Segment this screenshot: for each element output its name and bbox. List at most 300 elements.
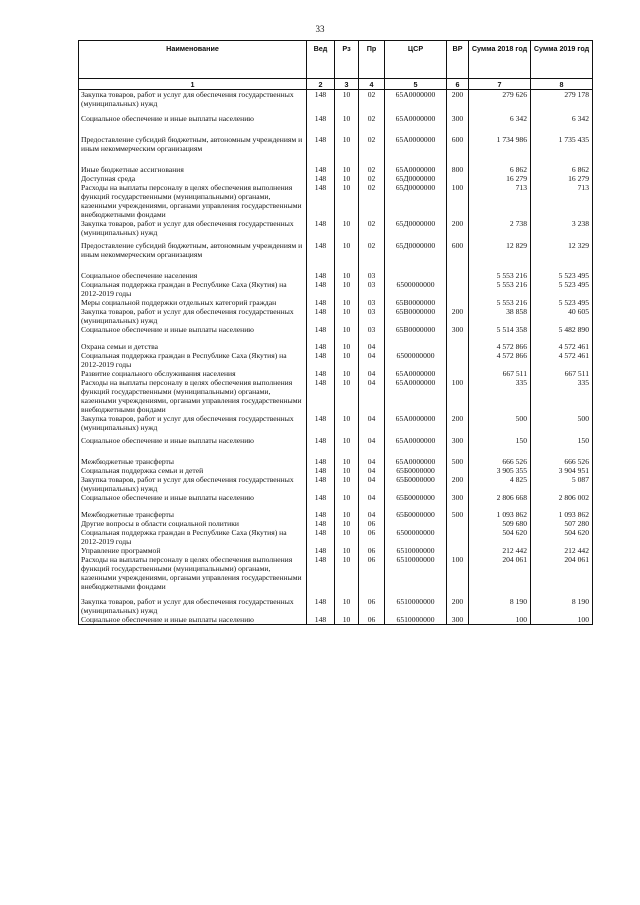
row-name: Социальное обеспечение и иные выплаты населению [79, 615, 307, 625]
spacer-cell [469, 123, 531, 135]
row-sum-2018: 150 [469, 436, 531, 445]
row-pr: 04 [359, 342, 385, 351]
table-row [79, 183, 593, 219]
row-sum-2019: 12 329 [531, 241, 593, 259]
row-name: Закупка товаров, работ и услуг для обеспечения государственных (муниципальных) нужд [79, 414, 307, 432]
row-ved: 148 [307, 219, 335, 237]
row-pr: 02 [359, 165, 385, 174]
table-row [79, 342, 593, 351]
table-row [79, 615, 593, 625]
row-ved: 148 [307, 493, 335, 502]
column-number-row [79, 79, 593, 90]
row-vr: 600 [447, 135, 469, 153]
row-pr: 02 [359, 174, 385, 183]
row-vr: 200 [447, 475, 469, 493]
row-sum-2019: 4 572 461 [531, 342, 593, 351]
row-csr [385, 342, 447, 351]
row-rz: 10 [335, 351, 359, 369]
row-name: Закупка товаров, работ и услуг для обеспечения государственных (муниципальных) нужд [79, 219, 307, 237]
row-sum-2019: 100 [531, 615, 593, 625]
row-pr: 03 [359, 280, 385, 298]
spacer-cell [79, 334, 307, 342]
row-sum-2018: 504 620 [469, 528, 531, 546]
table-row [79, 90, 593, 109]
row-rz: 10 [335, 528, 359, 546]
header-sum-2018: Сумма 2018 год [469, 41, 531, 79]
row-sum-2019: 6 342 [531, 114, 593, 123]
row-ved: 148 [307, 298, 335, 307]
row-vr: 800 [447, 165, 469, 174]
row-sum-2019: 4 572 461 [531, 351, 593, 369]
row-sum-2018: 2 738 [469, 219, 531, 237]
row-ved: 148 [307, 457, 335, 466]
row-name: Социальная поддержка граждан в Республике Саха (Якутия) на 2012-2019 годы [79, 280, 307, 298]
row-ved: 148 [307, 271, 335, 280]
row-name: Предоставление субсидий бюджетным, автономным учреждениям и иным некоммерческим организациям [79, 241, 307, 259]
row-ved: 148 [307, 325, 335, 334]
row-vr: 300 [447, 114, 469, 123]
row-csr: 65А0000000 [385, 135, 447, 153]
row-sum-2018: 667 511 [469, 369, 531, 378]
table-row [79, 165, 593, 174]
row-vr: 600 [447, 241, 469, 259]
spacer-cell [307, 502, 335, 510]
table-row [79, 174, 593, 183]
table-row [79, 351, 593, 369]
row-csr: 6500000000 [385, 280, 447, 298]
row-sum-2018: 500 [469, 414, 531, 432]
row-pr: 02 [359, 114, 385, 123]
row-sum-2019: 504 620 [531, 528, 593, 546]
row-rz: 10 [335, 165, 359, 174]
row-vr: 100 [447, 378, 469, 414]
spacer-cell [385, 445, 447, 457]
spacer-cell [385, 334, 447, 342]
row-sum-2018: 1 734 986 [469, 135, 531, 153]
row-sum-2018: 5 514 358 [469, 325, 531, 334]
row-vr [447, 519, 469, 528]
row-ved: 148 [307, 510, 335, 519]
spacer-cell [469, 445, 531, 457]
row-csr: 65Б0000000 [385, 493, 447, 502]
row-sum-2018: 3 905 355 [469, 466, 531, 475]
row-ved: 148 [307, 378, 335, 414]
row-sum-2019: 6 862 [531, 165, 593, 174]
row-pr: 03 [359, 271, 385, 280]
row-csr: 65Б0000000 [385, 466, 447, 475]
row-vr: 500 [447, 457, 469, 466]
spacer-cell [335, 123, 359, 135]
row-rz: 10 [335, 414, 359, 432]
row-sum-2019: 1 735 435 [531, 135, 593, 153]
row-csr: 6510000000 [385, 615, 447, 625]
row-sum-2018: 5 553 216 [469, 280, 531, 298]
spacer-cell [307, 123, 335, 135]
row-csr: 65А0000000 [385, 165, 447, 174]
spacer-cell [335, 502, 359, 510]
row-name: Предоставление субсидий бюджетным, автономным учреждениям и иным некоммерческим организациям [79, 135, 307, 153]
row-rz: 10 [335, 436, 359, 445]
row-sum-2019: 500 [531, 414, 593, 432]
row-sum-2018: 38 858 [469, 307, 531, 325]
table-row [79, 241, 593, 259]
row-sum-2018: 5 553 216 [469, 271, 531, 280]
row-pr: 04 [359, 493, 385, 502]
row-ved: 148 [307, 114, 335, 123]
row-sum-2019: 16 279 [531, 174, 593, 183]
page-number: 33 [315, 24, 325, 34]
row-sum-2019: 666 526 [531, 457, 593, 466]
row-rz: 10 [335, 369, 359, 378]
row-sum-2019: 507 280 [531, 519, 593, 528]
table-row [79, 457, 593, 466]
row-name: Закупка товаров, работ и услуг для обеспечения государственных (муниципальных) нужд [79, 90, 307, 109]
spacer-cell [385, 502, 447, 510]
row-ved: 148 [307, 615, 335, 625]
row-vr [447, 271, 469, 280]
header-vr: ВР [447, 41, 469, 79]
row-sum-2019: 279 178 [531, 90, 593, 109]
row-pr: 02 [359, 219, 385, 237]
row-sum-2019: 40 605 [531, 307, 593, 325]
row-sum-2018: 6 342 [469, 114, 531, 123]
budget-table [78, 40, 593, 625]
row-rz: 10 [335, 90, 359, 109]
row-csr: 65В0000000 [385, 307, 447, 325]
table-row [79, 528, 593, 546]
row-name: Другие вопросы в области социальной политики [79, 519, 307, 528]
row-vr [447, 342, 469, 351]
row-ved: 148 [307, 555, 335, 591]
row-spacer [79, 445, 593, 457]
row-csr: 65А0000000 [385, 436, 447, 445]
column-number: 3 [335, 79, 359, 90]
row-vr [447, 174, 469, 183]
row-name: Социальная поддержка граждан в Республике Саха (Якутия) на 2012-2019 годы [79, 351, 307, 369]
table-row [79, 597, 593, 615]
row-sum-2018: 1 093 862 [469, 510, 531, 519]
row-pr: 04 [359, 369, 385, 378]
spacer-cell [359, 334, 385, 342]
row-ved: 148 [307, 174, 335, 183]
row-name: Меры социальной поддержки отдельных категорий граждан [79, 298, 307, 307]
row-name: Управление программой [79, 546, 307, 555]
row-sum-2019: 5 523 495 [531, 271, 593, 280]
spacer-cell [307, 259, 335, 271]
row-ved: 148 [307, 546, 335, 555]
row-name: Расходы на выплаты персоналу в целях обеспечения выполнения функций государственными (муниципальными) органами, казенными учреждениями, органами управления государственными внебюджетными фондами [79, 183, 307, 219]
row-rz: 10 [335, 378, 359, 414]
column-number: 6 [447, 79, 469, 90]
row-csr: 65Д0000000 [385, 174, 447, 183]
row-sum-2019: 5 523 495 [531, 298, 593, 307]
row-sum-2019: 5 482 890 [531, 325, 593, 334]
header-csr: ЦСР [385, 41, 447, 79]
row-pr: 06 [359, 555, 385, 591]
row-name: Социальное обеспечение и иные выплаты населению [79, 325, 307, 334]
spacer-cell [335, 445, 359, 457]
spacer-cell [447, 445, 469, 457]
spacer-cell [385, 153, 447, 165]
row-name: Закупка товаров, работ и услуг для обеспечения государственных (муниципальных) нужд [79, 597, 307, 615]
row-ved: 148 [307, 351, 335, 369]
row-csr: 6500000000 [385, 528, 447, 546]
row-pr: 03 [359, 298, 385, 307]
row-ved: 148 [307, 241, 335, 259]
row-sum-2019: 3 238 [531, 219, 593, 237]
row-vr: 300 [447, 493, 469, 502]
row-csr: 6510000000 [385, 555, 447, 591]
row-ved: 148 [307, 519, 335, 528]
row-sum-2019: 204 061 [531, 555, 593, 591]
table-row [79, 493, 593, 502]
spacer-cell [335, 153, 359, 165]
row-csr: 6510000000 [385, 597, 447, 615]
table-row [79, 519, 593, 528]
table-row [79, 436, 593, 445]
row-pr: 02 [359, 183, 385, 219]
row-rz: 10 [335, 342, 359, 351]
row-pr: 04 [359, 475, 385, 493]
table-row [79, 414, 593, 432]
spacer-cell [447, 502, 469, 510]
spacer-cell [79, 123, 307, 135]
row-ved: 148 [307, 280, 335, 298]
spacer-cell [79, 259, 307, 271]
row-sum-2018: 6 862 [469, 165, 531, 174]
spacer-cell [79, 445, 307, 457]
row-sum-2018: 12 829 [469, 241, 531, 259]
row-rz: 10 [335, 135, 359, 153]
header-pr: Пр [359, 41, 385, 79]
row-spacer [79, 502, 593, 510]
row-vr: 200 [447, 307, 469, 325]
header-name: Наименование [79, 41, 307, 79]
row-ved: 148 [307, 466, 335, 475]
row-rz: 10 [335, 597, 359, 615]
column-number: 2 [307, 79, 335, 90]
row-spacer [79, 153, 593, 165]
spacer-cell [79, 502, 307, 510]
row-vr: 500 [447, 510, 469, 519]
row-pr: 06 [359, 546, 385, 555]
table-row [79, 114, 593, 123]
spacer-cell [307, 334, 335, 342]
row-ved: 148 [307, 369, 335, 378]
row-csr [385, 271, 447, 280]
row-rz: 10 [335, 493, 359, 502]
row-sum-2019: 3 904 951 [531, 466, 593, 475]
row-sum-2019: 1 093 862 [531, 510, 593, 519]
table-row [79, 271, 593, 280]
table-row [79, 307, 593, 325]
row-sum-2018: 2 806 668 [469, 493, 531, 502]
spacer-cell [531, 153, 593, 165]
row-pr: 06 [359, 519, 385, 528]
row-ved: 148 [307, 90, 335, 109]
spacer-cell [359, 123, 385, 135]
row-sum-2019: 5 523 495 [531, 280, 593, 298]
row-name: Социальное обеспечение и иные выплаты населению [79, 436, 307, 445]
row-sum-2018: 100 [469, 615, 531, 625]
column-number: 1 [79, 79, 307, 90]
row-pr: 06 [359, 597, 385, 615]
row-sum-2018: 16 279 [469, 174, 531, 183]
row-ved: 148 [307, 307, 335, 325]
spacer-cell [469, 334, 531, 342]
row-ved: 148 [307, 165, 335, 174]
row-rz: 10 [335, 183, 359, 219]
row-vr [447, 546, 469, 555]
spacer-cell [469, 502, 531, 510]
row-csr: 65А0000000 [385, 414, 447, 432]
spacer-cell [359, 259, 385, 271]
row-name: Доступная среда [79, 174, 307, 183]
header-row [79, 41, 593, 79]
row-sum-2019: 2 806 002 [531, 493, 593, 502]
spacer-cell [307, 153, 335, 165]
row-name: Социальная поддержка граждан в Республике Саха (Якутия) на 2012-2019 годы [79, 528, 307, 546]
row-ved: 148 [307, 414, 335, 432]
row-pr: 04 [359, 378, 385, 414]
spacer-cell [335, 259, 359, 271]
row-csr: 65Б0000000 [385, 475, 447, 493]
row-rz: 10 [335, 219, 359, 237]
row-ved: 148 [307, 436, 335, 445]
row-pr: 06 [359, 528, 385, 546]
row-pr: 02 [359, 90, 385, 109]
row-sum-2018: 4 572 866 [469, 342, 531, 351]
row-sum-2018: 8 190 [469, 597, 531, 615]
table-row [79, 510, 593, 519]
row-sum-2018: 204 061 [469, 555, 531, 591]
spacer-cell [447, 259, 469, 271]
row-spacer [79, 123, 593, 135]
row-sum-2018: 335 [469, 378, 531, 414]
row-pr: 03 [359, 325, 385, 334]
row-rz: 10 [335, 114, 359, 123]
spacer-cell [531, 445, 593, 457]
spacer-cell [385, 123, 447, 135]
row-csr: 65Б0000000 [385, 510, 447, 519]
row-csr: 65А0000000 [385, 457, 447, 466]
row-rz: 10 [335, 466, 359, 475]
row-sum-2018: 713 [469, 183, 531, 219]
row-csr: 65А0000000 [385, 90, 447, 109]
row-csr: 65Д0000000 [385, 183, 447, 219]
row-rz: 10 [335, 510, 359, 519]
row-csr: 6510000000 [385, 546, 447, 555]
row-vr [447, 369, 469, 378]
table-row [79, 546, 593, 555]
row-name: Расходы на выплаты персоналу в целях обеспечения выполнения функций государственными (муниципальными) органами, казенными учреждениями, органами управления государственными внебюджетными фондами [79, 555, 307, 591]
spacer-cell [447, 334, 469, 342]
row-rz: 10 [335, 615, 359, 625]
spacer-cell [359, 153, 385, 165]
row-sum-2019: 5 087 [531, 475, 593, 493]
spacer-cell [335, 334, 359, 342]
row-pr: 04 [359, 351, 385, 369]
row-sum-2018: 4 572 866 [469, 351, 531, 369]
row-pr: 04 [359, 510, 385, 519]
row-sum-2019: 335 [531, 378, 593, 414]
row-pr: 02 [359, 135, 385, 153]
row-vr: 200 [447, 597, 469, 615]
row-rz: 10 [335, 555, 359, 591]
row-sum-2019: 212 442 [531, 546, 593, 555]
row-csr: 65В0000000 [385, 298, 447, 307]
row-csr: 65А0000000 [385, 369, 447, 378]
row-spacer [79, 334, 593, 342]
table-row [79, 135, 593, 153]
spacer-cell [307, 445, 335, 457]
row-vr: 300 [447, 325, 469, 334]
row-sum-2019: 667 511 [531, 369, 593, 378]
row-rz: 10 [335, 519, 359, 528]
header-sum-2019: Сумма 2019 год [531, 41, 593, 79]
table-row [79, 378, 593, 414]
row-vr: 300 [447, 615, 469, 625]
row-vr [447, 351, 469, 369]
spacer-cell [359, 502, 385, 510]
row-ved: 148 [307, 475, 335, 493]
row-vr: 200 [447, 219, 469, 237]
spacer-cell [531, 502, 593, 510]
row-vr [447, 466, 469, 475]
row-rz: 10 [335, 298, 359, 307]
row-pr: 02 [359, 241, 385, 259]
spacer-cell [531, 123, 593, 135]
row-vr [447, 280, 469, 298]
row-name: Развитие социального обслуживания населения [79, 369, 307, 378]
row-vr [447, 528, 469, 546]
column-number: 8 [531, 79, 593, 90]
row-csr: 6500000000 [385, 351, 447, 369]
row-name: Социальное обеспечение и иные выплаты населению [79, 114, 307, 123]
row-name: Закупка товаров, работ и услуг для обеспечения государственных (муниципальных) нужд [79, 475, 307, 493]
table-row [79, 325, 593, 334]
row-sum-2018: 4 825 [469, 475, 531, 493]
spacer-cell [531, 259, 593, 271]
header-ved: Вед [307, 41, 335, 79]
row-ved: 148 [307, 183, 335, 219]
row-name: Межбюджетные трансферты [79, 510, 307, 519]
row-rz: 10 [335, 325, 359, 334]
column-number: 4 [359, 79, 385, 90]
row-name: Иные бюджетные ассигнования [79, 165, 307, 174]
row-vr: 100 [447, 555, 469, 591]
row-pr: 03 [359, 307, 385, 325]
row-csr: 65В0000000 [385, 325, 447, 334]
table-body [79, 90, 593, 625]
row-csr [385, 519, 447, 528]
row-name: Социальное обеспечение и иные выплаты населению [79, 493, 307, 502]
spacer-cell [385, 259, 447, 271]
row-name: Социальная поддержка семьи и детей [79, 466, 307, 475]
spacer-cell [469, 259, 531, 271]
row-csr: 65А0000000 [385, 378, 447, 414]
row-rz: 10 [335, 546, 359, 555]
row-vr: 300 [447, 436, 469, 445]
spacer-cell [447, 123, 469, 135]
row-vr: 100 [447, 183, 469, 219]
spacer-cell [359, 445, 385, 457]
row-ved: 148 [307, 597, 335, 615]
row-rz: 10 [335, 280, 359, 298]
column-number: 7 [469, 79, 531, 90]
row-vr [447, 298, 469, 307]
row-spacer [79, 259, 593, 271]
